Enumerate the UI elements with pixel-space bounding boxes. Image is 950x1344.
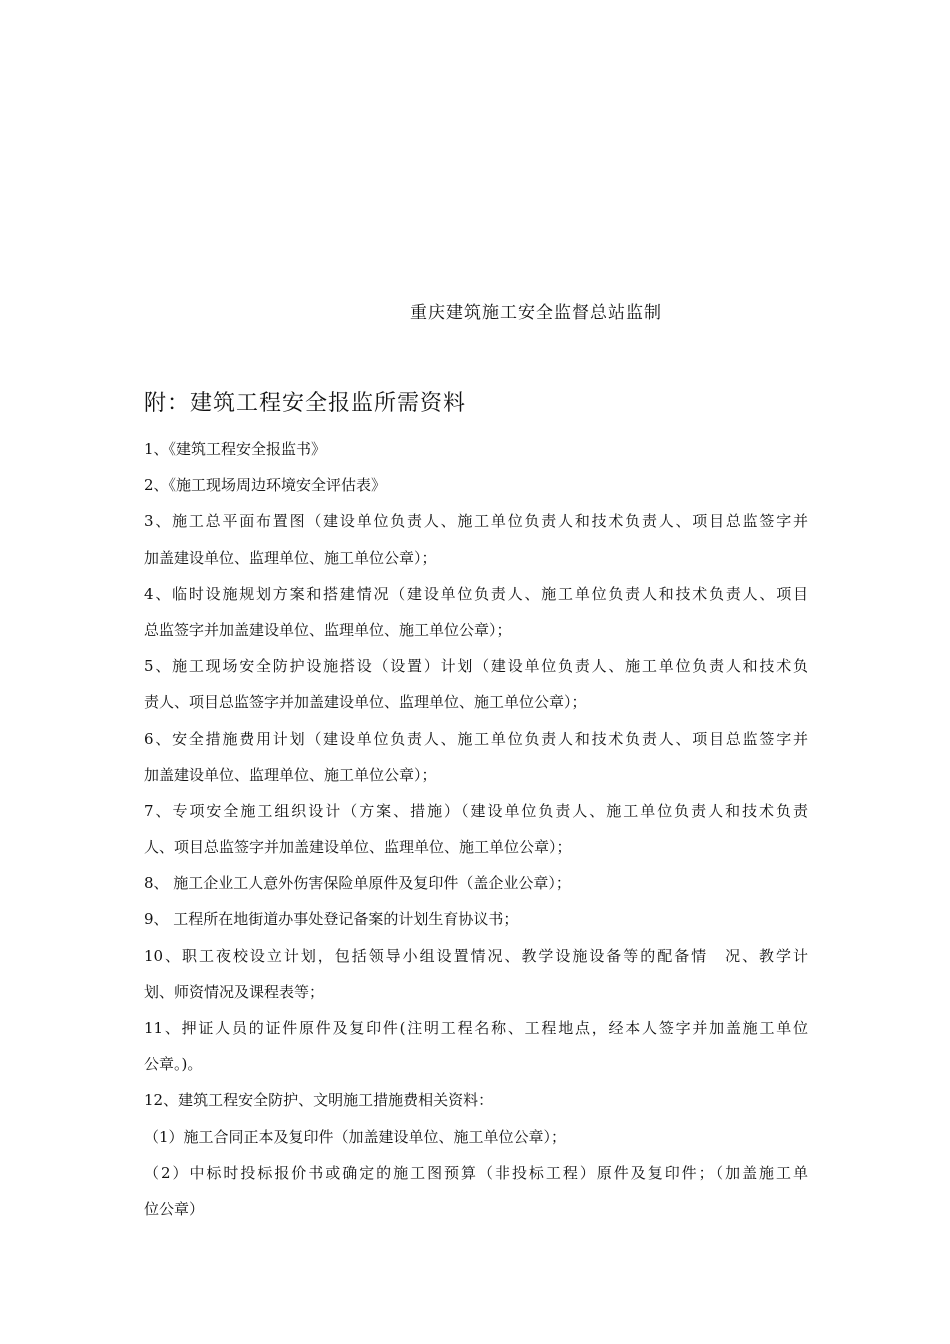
list-line: 5、施工现场安全防护设施搭设（设置）计划（建设单位负责人、施工单位负责人和技术负 — [144, 657, 808, 676]
list-line: 加盖建设单位、监理单位、施工单位公章）； — [144, 765, 437, 784]
list-line: 10、职工夜校设立计划，包括领导小组设置情况、教学设施设备等的配备情 况、教学计 — [144, 946, 808, 965]
list-line: 8、 施工企业工人意外伤害保险单原件及复印件（盖企业公章）； — [144, 874, 571, 893]
list-line: 12、建筑工程安全防护、文明施工措施费相关资料： — [144, 1091, 494, 1110]
issuer-line: 重庆建筑施工安全监督总站监制 — [410, 303, 662, 323]
list-line: 位公章） — [144, 1199, 205, 1218]
list-line: 3、施工总平面布置图（建设单位负责人、施工单位负责人和技术负责人、项目总监签字并 — [144, 512, 808, 531]
list-line: 7、专项安全施工组织设计（方案、措施）（建设单位负责人、施工单位负责人和技术负责 — [144, 801, 808, 820]
list-line: 1、《建筑工程安全报监书》 — [144, 440, 327, 458]
list-line: 2、《施工现场周边环境安全评估表》 — [144, 476, 387, 495]
list-line: （2）中标时投标报价书或确定的施工图预算（非投标工程）原件及复印件；（加盖施工单 — [144, 1163, 808, 1182]
list-line: 加盖建设单位、监理单位、施工单位公章）； — [144, 548, 437, 567]
list-line: 11、押证人员的证件原件及复印件(注明工程名称、工程地点，经本人签字并加盖施工单位 — [144, 1019, 808, 1037]
list-line: 6、安全措施费用计划（建设单位负责人、施工单位负责人和技术负责人、项目总监签字并 — [144, 729, 808, 748]
list-line: 9、 工程所在地街道办事处登记备案的计划生育协议书； — [144, 910, 519, 929]
appendix-heading: 附：建筑工程安全报监所需资料 — [144, 391, 467, 416]
list-line: 总监签字并加盖建设单位、监理单位、施工单位公章）； — [144, 620, 512, 639]
list-line: （1）施工合同正本及复印件（加盖建设单位、施工单位公章）； — [144, 1127, 567, 1146]
list-line: 人、项目总监签字并加盖建设单位、监理单位、施工单位公章）； — [144, 838, 572, 857]
list-line: 责人、项目总监签字并加盖建设单位、监理单位、施工单位公章）； — [144, 693, 587, 712]
list-line: 公章。)。 — [144, 1055, 203, 1074]
list-line: 划、师资情况及课程表等； — [144, 982, 325, 1001]
requirements-list — [144, 436, 808, 1232]
list-line: 4、临时设施规划方案和搭建情况（建设单位负责人、施工单位负责人和技术负责人、项目 — [144, 584, 808, 603]
